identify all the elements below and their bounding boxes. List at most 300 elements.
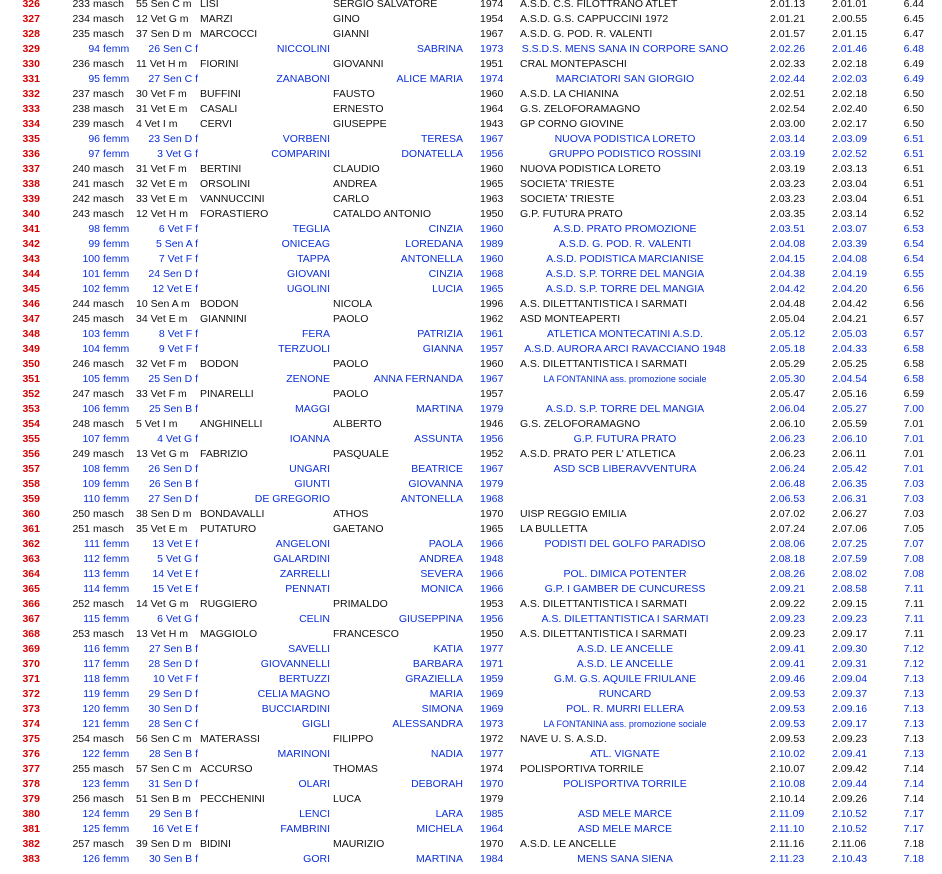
gun-time-cell: 2.08.18 xyxy=(770,553,806,565)
table-row xyxy=(0,222,942,237)
surname-cell: ZANABONI xyxy=(276,73,330,85)
chip-time-cell: 2.08.58 xyxy=(832,583,868,595)
chip-time-cell: 2.03.14 xyxy=(832,208,868,220)
gender-rank-cell: 110 xyxy=(83,493,100,505)
first-name-cell: THOMAS xyxy=(333,763,378,775)
club-cell: A.S. DILETTANTISTICA I SARMATI xyxy=(541,613,709,625)
club-cell: A.S.D. PRATO PER L' ATLETICA xyxy=(520,448,676,460)
gender-rank-cell: 247 xyxy=(72,388,90,400)
gun-time-cell: 2.03.19 xyxy=(770,163,806,175)
club-cell: SOCIETA' TRIESTE xyxy=(520,178,615,190)
gender-cell: masch xyxy=(93,448,124,460)
category-cell: 55 Sen C m xyxy=(136,0,192,10)
gun-time-cell: 2.09.53 xyxy=(770,733,806,745)
chip-time-cell: 2.03.13 xyxy=(832,163,868,175)
club-cell: ASD MELE MARCE xyxy=(578,808,672,820)
first-name-cell: GIANNI xyxy=(333,28,370,40)
gender-cell: femm xyxy=(103,718,130,730)
position-cell: 366 xyxy=(22,598,40,610)
position-cell: 378 xyxy=(22,778,40,790)
gender-cell: masch xyxy=(93,88,124,100)
chip-time-cell: 2.09.16 xyxy=(832,703,868,715)
chip-time-cell: 2.04.33 xyxy=(832,343,868,355)
category-cell: 14 Vet G m xyxy=(136,598,189,610)
gun-time-cell: 2.06.23 xyxy=(770,448,806,460)
chip-time-cell: 2.03.04 xyxy=(832,178,868,190)
pace-cell: 6.44 xyxy=(903,0,924,10)
gender-rank-cell: 104 xyxy=(82,343,100,355)
chip-time-cell: 2.02.18 xyxy=(832,88,868,100)
chip-time-cell: 2.00.55 xyxy=(832,13,868,25)
gender-cell: femm xyxy=(103,373,130,385)
category-cell: 28 Sen C f xyxy=(148,718,198,730)
pace-cell: 6.48 xyxy=(903,43,924,55)
position-cell: 367 xyxy=(22,613,40,625)
table-row xyxy=(0,522,942,537)
table-row xyxy=(0,102,942,117)
chip-time-cell: 2.05.27 xyxy=(832,403,868,415)
gender-cell: femm xyxy=(103,703,130,715)
table-row xyxy=(0,777,942,792)
club-cell: A.S.D. LE ANCELLE xyxy=(520,838,617,850)
category-cell: 26 Sen C f xyxy=(148,43,198,55)
club-cell: ASD MONTEAPERTI xyxy=(520,313,621,325)
gender-cell: femm xyxy=(103,688,130,700)
chip-time-cell: 2.11.06 xyxy=(832,838,867,850)
gender-cell: femm xyxy=(103,268,130,280)
birth-year-cell: 1946 xyxy=(480,418,504,430)
first-name-cell: ANTONELLA xyxy=(400,253,463,265)
first-name-cell: ANDREA xyxy=(419,553,463,565)
pace-cell: 7.01 xyxy=(903,463,924,475)
table-row xyxy=(0,192,942,207)
pace-cell: 6.54 xyxy=(903,253,924,265)
category-cell: 9 Vet F f xyxy=(158,343,198,355)
gender-cell: femm xyxy=(103,853,130,865)
gun-time-cell: 2.01.57 xyxy=(770,28,806,40)
position-cell: 353 xyxy=(22,403,40,415)
gun-time-cell: 2.06.10 xyxy=(770,418,806,430)
gun-time-cell: 2.09.22 xyxy=(770,598,806,610)
table-row xyxy=(0,747,942,762)
category-cell: 23 Sen D f xyxy=(148,133,198,145)
birth-year-cell: 1956 xyxy=(480,433,504,445)
gender-cell: masch xyxy=(93,313,124,325)
gun-time-cell: 2.07.24 xyxy=(770,523,806,535)
first-name-cell: GINO xyxy=(333,13,360,25)
gender-cell: femm xyxy=(103,223,130,235)
table-row xyxy=(0,612,942,627)
birth-year-cell: 1970 xyxy=(480,508,504,520)
pace-cell: 6.47 xyxy=(903,28,924,40)
table-row xyxy=(0,567,942,582)
table-row xyxy=(0,537,942,552)
gender-rank-cell: 116 xyxy=(83,643,100,655)
table-row xyxy=(0,402,942,417)
position-cell: 336 xyxy=(22,148,40,160)
first-name-cell: CINZIA xyxy=(428,268,463,280)
gender-cell: femm xyxy=(103,403,130,415)
table-row xyxy=(0,477,942,492)
first-name-cell: CINZIA xyxy=(428,223,463,235)
chip-time-cell: 2.05.03 xyxy=(832,328,868,340)
first-name-cell: CLAUDIO xyxy=(333,163,380,175)
position-cell: 359 xyxy=(22,493,40,505)
birth-year-cell: 1967 xyxy=(480,373,504,385)
chip-time-cell: 2.05.42 xyxy=(832,463,868,475)
club-cell: A.S. DILETTANTISTICA I SARMATI xyxy=(520,298,688,310)
gun-time-cell: 2.09.41 xyxy=(770,643,806,655)
surname-cell: CELIN xyxy=(299,613,330,625)
chip-time-cell: 2.09.44 xyxy=(832,778,868,790)
gender-cell: femm xyxy=(103,583,130,595)
position-cell: 374 xyxy=(22,718,40,730)
club-cell: A.S.D. S.P. TORRE DEL MANGIA xyxy=(545,268,705,280)
pace-cell: 6.59 xyxy=(903,388,924,400)
gender-rank-cell: 125 xyxy=(82,823,100,835)
birth-year-cell: 1964 xyxy=(480,103,504,115)
first-name-cell: ALICE MARIA xyxy=(396,73,463,85)
table-row xyxy=(0,447,942,462)
gender-rank-cell: 95 xyxy=(88,73,100,85)
position-cell: 354 xyxy=(22,418,40,430)
surname-cell: BUCCIARDINI xyxy=(261,703,330,715)
club-cell: MENS SANA SIENA xyxy=(577,853,673,865)
chip-time-cell: 2.09.23 xyxy=(832,733,868,745)
birth-year-cell: 1960 xyxy=(480,88,504,100)
first-name-cell: GAETANO xyxy=(333,523,384,535)
first-name-cell: PAOLA xyxy=(428,538,463,550)
pace-cell: 6.49 xyxy=(903,58,924,70)
surname-cell: FAMBRINI xyxy=(280,823,330,835)
pace-cell: 7.03 xyxy=(903,493,924,505)
birth-year-cell: 1961 xyxy=(480,328,504,340)
position-cell: 361 xyxy=(22,523,40,535)
pace-cell: 6.51 xyxy=(903,193,924,205)
gun-time-cell: 2.03.19 xyxy=(770,148,806,160)
position-cell: 347 xyxy=(22,313,40,325)
pace-cell: 7.14 xyxy=(903,778,924,790)
first-name-cell: PASQUALE xyxy=(333,448,389,460)
first-name-cell: LOREDANA xyxy=(405,238,463,250)
gender-rank-cell: 257 xyxy=(72,838,90,850)
gun-time-cell: 2.02.51 xyxy=(770,88,806,100)
first-name-cell: PRIMALDO xyxy=(333,598,388,610)
category-cell: 26 Sen B f xyxy=(148,478,198,490)
gun-time-cell: 2.08.26 xyxy=(770,568,806,580)
pace-cell: 7.13 xyxy=(903,748,924,760)
table-row xyxy=(0,207,942,222)
pace-cell: 7.03 xyxy=(903,478,924,490)
gender-cell: femm xyxy=(103,643,130,655)
position-cell: 350 xyxy=(22,358,40,370)
table-row xyxy=(0,582,942,597)
position-cell: 363 xyxy=(22,553,40,565)
category-cell: 16 Vet E f xyxy=(152,823,198,835)
birth-year-cell: 1966 xyxy=(480,583,504,595)
category-cell: 31 Sen D f xyxy=(148,778,198,790)
birth-year-cell: 1973 xyxy=(480,43,504,55)
surname-cell: BODON xyxy=(200,358,239,370)
gun-time-cell: 2.09.21 xyxy=(770,583,806,595)
table-row xyxy=(0,177,942,192)
category-cell: 3 Vet G f xyxy=(157,148,198,160)
chip-time-cell: 2.04.08 xyxy=(832,253,868,265)
table-row xyxy=(0,162,942,177)
surname-cell: DE GREGORIO xyxy=(254,493,330,505)
gender-rank-cell: 250 xyxy=(72,508,90,520)
table-row xyxy=(0,732,942,747)
table-row xyxy=(0,852,942,867)
pace-cell: 6.45 xyxy=(903,13,924,25)
gender-cell: masch xyxy=(93,628,124,640)
first-name-cell: ANDREA xyxy=(333,178,377,190)
club-cell: A.S.D. G. POD. R. VALENTI xyxy=(558,238,692,250)
chip-time-cell: 2.04.21 xyxy=(832,313,868,325)
birth-year-cell: 1965 xyxy=(480,178,504,190)
surname-cell: VORBENI xyxy=(282,133,330,145)
birth-year-cell: 1965 xyxy=(480,523,504,535)
gun-time-cell: 2.04.48 xyxy=(770,298,806,310)
gender-rank-cell: 239 xyxy=(72,118,90,130)
club-cell: ASD MELE MARCE xyxy=(578,823,672,835)
gender-cell: masch xyxy=(93,523,124,535)
table-row xyxy=(0,552,942,567)
gun-time-cell: 2.03.35 xyxy=(770,208,806,220)
first-name-cell: GIOVANNA xyxy=(408,478,463,490)
gun-time-cell: 2.05.29 xyxy=(770,358,806,370)
club-cell: G.P. I GAMBER DE CUNCURESS xyxy=(544,583,706,595)
first-name-cell: LARA xyxy=(435,808,463,820)
chip-time-cell: 2.02.40 xyxy=(832,103,868,115)
gun-time-cell: 2.03.00 xyxy=(770,118,806,130)
surname-cell: GIUNTI xyxy=(294,478,330,490)
first-name-cell: TERESA xyxy=(420,133,463,145)
birth-year-cell: 1962 xyxy=(480,313,504,325)
birth-year-cell: 1985 xyxy=(480,808,504,820)
gun-time-cell: 2.10.08 xyxy=(770,778,806,790)
gun-time-cell: 2.10.07 xyxy=(770,763,806,775)
gender-rank-cell: 241 xyxy=(72,178,90,190)
position-cell: 365 xyxy=(22,583,40,595)
position-cell: 341 xyxy=(22,223,40,235)
gun-time-cell: 2.03.14 xyxy=(770,133,806,145)
gender-cell: femm xyxy=(103,778,130,790)
gender-rank-cell: 106 xyxy=(82,403,100,415)
table-row xyxy=(0,282,942,297)
category-cell: 32 Vet F m xyxy=(136,358,187,370)
category-cell: 11 Vet H m xyxy=(136,58,188,70)
category-cell: 13 Vet E f xyxy=(152,538,198,550)
first-name-cell: GRAZIELLA xyxy=(405,673,463,685)
chip-time-cell: 2.03.04 xyxy=(832,193,868,205)
category-cell: 13 Vet H m xyxy=(136,628,188,640)
first-name-cell: NADIA xyxy=(430,748,463,760)
birth-year-cell: 1957 xyxy=(480,388,504,400)
position-cell: 352 xyxy=(22,388,40,400)
category-cell: 27 Sen D f xyxy=(148,493,198,505)
gun-time-cell: 2.01.21 xyxy=(770,13,806,25)
gun-time-cell: 2.11.23 xyxy=(770,853,805,865)
position-cell: 326 xyxy=(22,0,40,10)
first-name-cell: PATRIZIA xyxy=(417,328,463,340)
table-row xyxy=(0,42,942,57)
table-row xyxy=(0,12,942,27)
pace-cell: 7.18 xyxy=(903,838,924,850)
first-name-cell: SIMONA xyxy=(421,703,463,715)
category-cell: 10 Vet F f xyxy=(153,673,198,685)
table-row xyxy=(0,642,942,657)
birth-year-cell: 1966 xyxy=(480,568,504,580)
surname-cell: PENNATI xyxy=(285,583,330,595)
club-cell: CRAL MONTEPASCHI xyxy=(520,58,627,70)
position-cell: 370 xyxy=(22,658,40,670)
surname-cell: GIGLI xyxy=(301,718,330,730)
gender-cell: masch xyxy=(93,838,124,850)
surname-cell: IOANNA xyxy=(289,433,330,445)
gun-time-cell: 2.09.53 xyxy=(770,703,806,715)
surname-cell: ZENONE xyxy=(286,373,330,385)
birth-year-cell: 1953 xyxy=(480,598,504,610)
gender-rank-cell: 114 xyxy=(83,583,100,595)
first-name-cell: ANTONELLA xyxy=(400,493,463,505)
chip-time-cell: 2.10.43 xyxy=(832,853,868,865)
gender-cell: femm xyxy=(103,478,130,490)
surname-cell: ORSOLINI xyxy=(200,178,251,190)
pace-cell: 7.11 xyxy=(904,598,924,610)
gun-time-cell: 2.04.38 xyxy=(770,268,806,280)
position-cell: 383 xyxy=(22,853,40,865)
gun-time-cell: 2.09.53 xyxy=(770,718,806,730)
first-name-cell: DONATELLA xyxy=(401,148,463,160)
birth-year-cell: 1977 xyxy=(480,643,504,655)
pace-cell: 6.51 xyxy=(903,148,924,160)
surname-cell: PECCHENINI xyxy=(200,793,265,805)
club-cell: NUOVA PODISTICA LORETO xyxy=(520,163,661,175)
gun-time-cell: 2.09.46 xyxy=(770,673,806,685)
birth-year-cell: 1951 xyxy=(480,58,504,70)
table-row xyxy=(0,657,942,672)
table-row xyxy=(0,297,942,312)
table-row xyxy=(0,627,942,642)
gender-rank-cell: 97 xyxy=(88,148,100,160)
pace-cell: 6.50 xyxy=(903,118,924,130)
pace-cell: 6.55 xyxy=(903,268,924,280)
chip-time-cell: 2.06.10 xyxy=(832,433,868,445)
gender-rank-cell: 123 xyxy=(82,778,100,790)
gender-cell: femm xyxy=(103,43,130,55)
birth-year-cell: 1954 xyxy=(480,13,504,25)
club-cell: POL. DIMICA POTENTER xyxy=(563,568,687,580)
gender-rank-cell: 254 xyxy=(72,733,90,745)
table-row xyxy=(0,57,942,72)
gender-cell: femm xyxy=(103,73,130,85)
gender-rank-cell: 242 xyxy=(72,193,90,205)
club-cell: RUNCARD xyxy=(598,688,652,700)
gun-time-cell: 2.06.23 xyxy=(770,433,806,445)
gender-rank-cell: 98 xyxy=(88,223,100,235)
category-cell: 37 Sen D m xyxy=(136,28,192,40)
category-cell: 33 Vet E m xyxy=(136,193,188,205)
gender-cell: masch xyxy=(93,28,124,40)
position-cell: 335 xyxy=(22,133,40,145)
table-row xyxy=(0,117,942,132)
gender-cell: masch xyxy=(93,508,124,520)
gun-time-cell: 2.05.12 xyxy=(770,328,806,340)
category-cell: 39 Sen D m xyxy=(136,838,192,850)
gender-rank-cell: 111 xyxy=(84,538,100,550)
chip-time-cell: 2.06.31 xyxy=(832,493,868,505)
gender-rank-cell: 248 xyxy=(72,418,90,430)
pace-cell: 7.18 xyxy=(903,853,924,865)
category-cell: 34 Vet E m xyxy=(136,313,188,325)
chip-time-cell: 2.09.15 xyxy=(832,598,868,610)
category-cell: 12 Vet E f xyxy=(152,283,198,295)
gun-time-cell: 2.01.13 xyxy=(770,0,806,10)
birth-year-cell: 1957 xyxy=(480,343,504,355)
gender-cell: femm xyxy=(103,568,130,580)
pace-cell: 6.57 xyxy=(903,328,924,340)
table-row xyxy=(0,462,942,477)
club-cell: A.S.D. S.P. TORRE DEL MANGIA xyxy=(545,283,705,295)
category-cell: 12 Vet H m xyxy=(136,208,188,220)
chip-time-cell: 2.03.07 xyxy=(832,223,868,235)
gun-time-cell: 2.11.10 xyxy=(770,823,805,835)
first-name-cell: LUCA xyxy=(333,793,362,805)
club-cell: GRUPPO PODISTICO ROSSINI xyxy=(548,148,702,160)
table-row xyxy=(0,312,942,327)
pace-cell: 6.50 xyxy=(903,103,924,115)
gun-time-cell: 2.03.51 xyxy=(770,223,806,235)
surname-cell: CASALI xyxy=(200,103,238,115)
category-cell: 30 Vet F m xyxy=(136,88,187,100)
table-row xyxy=(0,807,942,822)
position-cell: 338 xyxy=(22,178,40,190)
gender-cell: masch xyxy=(93,763,124,775)
gender-rank-cell: 117 xyxy=(83,658,100,670)
chip-time-cell: 2.06.27 xyxy=(832,508,868,520)
chip-time-cell: 2.02.03 xyxy=(832,73,868,85)
first-name-cell: PAOLO xyxy=(333,313,369,325)
surname-cell: CERVI xyxy=(200,118,232,130)
surname-cell: GIOVANNELLI xyxy=(260,658,330,670)
club-cell: G.S. ZELOFORAMAGNO xyxy=(520,103,641,115)
gun-time-cell: 2.08.06 xyxy=(770,538,806,550)
birth-year-cell: 1979 xyxy=(480,793,504,805)
surname-cell: FIORINI xyxy=(200,58,239,70)
gender-rank-cell: 240 xyxy=(72,163,90,175)
gender-rank-cell: 126 xyxy=(82,853,100,865)
gender-cell: femm xyxy=(103,133,130,145)
gun-time-cell: 2.11.09 xyxy=(770,808,805,820)
table-row xyxy=(0,87,942,102)
category-cell: 32 Vet E m xyxy=(136,178,188,190)
gender-cell: masch xyxy=(93,208,124,220)
chip-time-cell: 2.04.19 xyxy=(832,268,868,280)
position-cell: 333 xyxy=(22,103,40,115)
category-cell: 25 Sen B f xyxy=(148,403,198,415)
pace-cell: 7.01 xyxy=(903,448,924,460)
gender-rank-cell: 109 xyxy=(82,478,100,490)
surname-cell: BODON xyxy=(200,298,239,310)
club-cell: A.S.D. S.P. TORRE DEL MANGIA xyxy=(545,403,705,415)
gender-rank-cell: 253 xyxy=(72,628,90,640)
chip-time-cell: 2.09.26 xyxy=(832,793,868,805)
surname-cell: OLARI xyxy=(298,778,330,790)
birth-year-cell: 1968 xyxy=(480,268,504,280)
position-cell: 349 xyxy=(22,343,40,355)
gender-cell: femm xyxy=(103,823,130,835)
